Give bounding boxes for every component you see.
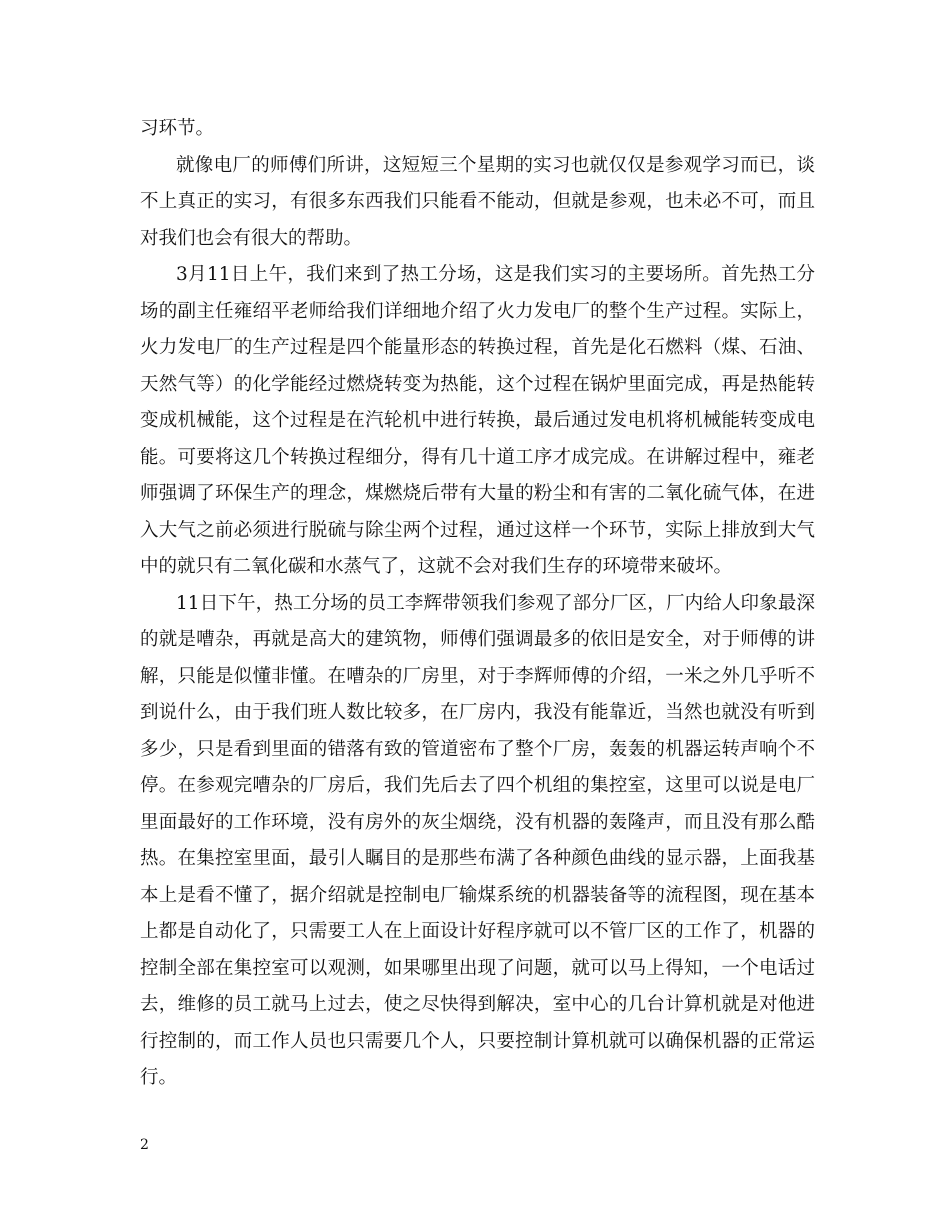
paragraph-continuation: 习环节。 xyxy=(140,118,215,139)
paragraph-internship-reflection: 就像电厂的师傅们所讲，这短短三个星期的实习也就仅仅是参观学习而已，谈不上真正的实习，有很多东西我们只能看不能动，但就是参观，也未必不可，而且对我们也会有很大的帮助。 xyxy=(140,154,815,249)
page-number: 2 xyxy=(140,1137,149,1153)
paragraph-march-11-afternoon: 11日下午，热工分场的员工李辉带领我们参观了部分厂区，厂内给人印象最深的就是嘈杂，再就是高大的建筑物，师傅们强调最多的依旧是安全，对于师傅的讲解，只能是似懂非懂。在嘈杂的厂房里，对于李辉师傅的介绍，一米之外几乎听不到说什么，由于我们班人数比较多，在厂房内，我没有能靠近，当然也就没有听到多少，只是看到里面的错落有致的管道密布了整个厂房，轰轰的机器运转声响个不停。在参观完嘈杂的厂房后，我们先后去了四个机组的集控室，这里可以说是电厂里面最好的工作环境，没有房外的灰尘烟绕，没有机器的轰隆声，而且没有那么酷热。在集控室里面，最引人瞩目的是那些布满了各种颜色曲线的显示器，上面我基本上是看不懂了，据介绍就是控制电厂输煤系统的机器装备等的流程图，现在基本上都是自动化了，只需要工人在上面设计好程序就可以不管厂区的工作了，机器的控制全部在集控室可以观测，如果哪里出现了问题，就可以马上得知，一个电话过去，维修的员工就马上过去，使之尽快得到解决，室中心的几台计算机就是对他进行控制的，而工作人员也只需要几个人，只要控制计算机就可以确保机器的正常运行。 xyxy=(140,592,815,1088)
body-text xyxy=(140,111,815,1097)
paragraph-march-11-morning: 3月11日上午，我们来到了热工分场，这是我们实习的主要场所。首先热工分场的副主任雍绍平老师给我们详细地介绍了火力发电厂的整个生产过程。实际上，火力发电厂的生产过程是四个能量形态的转换过程，首先是化石燃料（煤、石油、天然气等）的化学能经过燃烧转变为热能，这个过程在锅炉里面完成，再是热能转变成机械能，这个过程是在汽轮机中进行转换，最后通过发电机将机械能转变成电能。可要将这几个转换过程细分，得有几十道工序才成完成。在讲解过程中，雍老师强调了环保生产的理念，煤燃烧后带有大量的粉尘和有害的二氧化硫气体，在进入大气之前必须进行脱硫与除尘两个过程，通过这样一个环节，实际上排放到大气中的就只有二氧化碳和水蒸气了，这就不会对我们生存的环境带来破坏。 xyxy=(140,264,815,577)
